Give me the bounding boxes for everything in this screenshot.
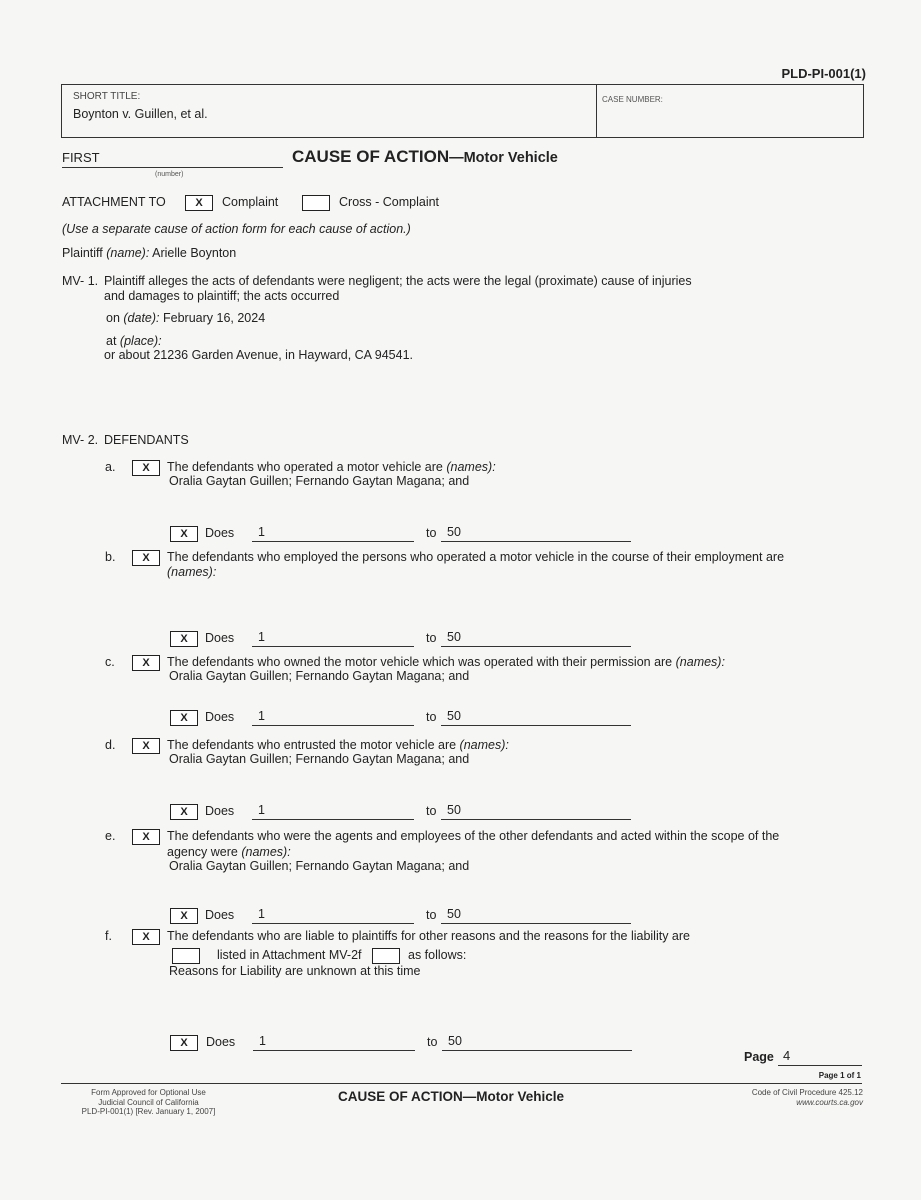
plaintiff-line — [62, 246, 236, 260]
mv2-item-b-to-label: to — [426, 631, 437, 645]
cross-complaint-checkbox[interactable] — [302, 195, 330, 211]
cross-complaint-label: Cross - Complaint — [339, 195, 440, 209]
short-title-value[interactable]: Boynton v. Guillen, et al. — [73, 107, 208, 121]
mv2-item-e-value[interactable]: Oralia Gaytan Guillen; Fernando Gaytan Magana; and — [169, 859, 470, 873]
caption-box — [61, 84, 864, 138]
attachment-label: ATTACHMENT TO — [62, 195, 166, 209]
mv2-item-d-value[interactable]: Oralia Gaytan Guillen; Fernando Gaytan Magana; and — [169, 752, 470, 766]
mv2-item-a-letter: a. — [105, 460, 116, 474]
mv2-item-f-follows-checkbox[interactable] — [372, 948, 400, 964]
mv2-item-b-does-checkbox[interactable]: X — [170, 631, 198, 647]
mv2-item-b-names-hint: (names): — [167, 565, 217, 579]
mv2-item-b-value[interactable] — [169, 580, 569, 594]
mv2-item-a-value[interactable]: Oralia Gaytan Guillen; Fernando Gaytan Magana; and — [169, 474, 470, 488]
mv1-date-hint: (date): — [123, 311, 160, 325]
footer-left — [61, 1088, 236, 1117]
page-number[interactable]: 4 — [783, 1048, 791, 1063]
mv2-item-c-does-to[interactable]: 50 — [447, 709, 461, 723]
case-number-label: CASE NUMBER: — [602, 95, 663, 104]
complaint-label: Complaint — [222, 195, 279, 209]
mv1-text-line2: and damages to plaintiff; the acts occurred — [104, 289, 340, 303]
mv1-date-line — [106, 311, 265, 325]
mv2-item-f-letter: f. — [105, 929, 112, 943]
mv2-item-d-does-label: Does — [205, 804, 235, 818]
cause-number-caption: (number) — [155, 171, 184, 178]
mv2-item-c-does-from[interactable]: 1 — [258, 709, 265, 723]
mv2-item-a-text: The defendants who operated a motor vehicle are — [167, 460, 443, 474]
mv2-item-d-text: The defendants who entrusted the motor vehicle are — [167, 738, 457, 752]
mv2-item-d-does-to[interactable]: 50 — [447, 803, 461, 817]
mv2-item-d-checkbox[interactable]: X — [132, 738, 160, 754]
mv2-item-f-does-label: Does — [206, 1035, 236, 1049]
footer-left-line3: PLD-PI-001(1) [Rev. January 1, 2007] — [81, 1107, 216, 1116]
mv2-item-c-value[interactable]: Oralia Gaytan Guillen; Fernando Gaytan Magana; and — [169, 669, 470, 683]
mv1-prefix: MV- 1. — [62, 274, 99, 288]
footer-right — [752, 1088, 863, 1108]
mv2-item-f-does-checkbox[interactable]: X — [170, 1035, 198, 1051]
mv2-item-b-letter: b. — [105, 550, 116, 564]
mv2-item-c-letter: c. — [105, 655, 115, 669]
footer-left-line1: Form Approved for Optional Use — [91, 1088, 206, 1097]
mv1-text-line1: Plaintiff alleges the acts of defendants were negligent; the acts were the legal (proximate) cause of injuries — [104, 274, 692, 288]
mv1-place-hint: (place): — [119, 334, 162, 348]
mv2-item-d-to-label: to — [426, 804, 437, 818]
mv2-item-e-letter: e. — [105, 829, 116, 843]
mv2-item-b-does-to[interactable]: 50 — [447, 630, 461, 644]
mv2-item-e-text2: agency were — [167, 845, 238, 859]
mv2-item-f-follows-label: as follows: — [408, 948, 467, 962]
mv1-place-label-line — [106, 334, 162, 348]
mv2-item-f-to-label: to — [427, 1035, 438, 1049]
mv2-item-f-value[interactable]: Reasons for Liability are unknown at this time — [169, 964, 421, 978]
mv2-prefix: MV- 2. — [62, 433, 99, 447]
page-title-sub: —Motor Vehicle — [449, 150, 558, 166]
mv2-item-e-does-checkbox[interactable]: X — [170, 908, 198, 924]
mv2-item-c-text: The defendants who owned the motor vehicle which was operated with their permission are — [167, 655, 673, 669]
mv2-item-d-text-line — [167, 738, 509, 752]
mv2-item-a-does-label: Does — [205, 526, 235, 540]
mv2-item-f-checkbox[interactable]: X — [132, 929, 160, 945]
mv2-item-f-does-to[interactable]: 50 — [448, 1034, 462, 1048]
mv2-item-e-does-to[interactable]: 50 — [447, 907, 461, 921]
footer-right-line2: www.courts.ca.gov — [796, 1098, 863, 1107]
case-number-field[interactable] — [602, 107, 857, 133]
mv2-item-c-text-line — [167, 655, 725, 669]
mv2-item-c-does-checkbox[interactable]: X — [170, 710, 198, 726]
page-title — [292, 147, 558, 167]
mv2-item-e-does-from[interactable]: 1 — [258, 907, 265, 921]
mv2-item-a-does-checkbox[interactable]: X — [170, 526, 198, 542]
mv2-item-a-does-from[interactable]: 1 — [258, 525, 265, 539]
mv2-item-a-does-to[interactable]: 50 — [447, 525, 461, 539]
footer-title: CAUSE OF ACTION—Motor Vehicle — [338, 1089, 565, 1104]
mv2-heading: DEFENDANTS — [104, 433, 189, 447]
instruction-text: (Use a separate cause of action form for each cause of action.) — [62, 222, 411, 236]
mv2-item-e-names-hint: (names): — [241, 845, 291, 859]
mv2-item-a-checkbox[interactable]: X — [132, 460, 160, 476]
mv2-item-b-does-from[interactable]: 1 — [258, 630, 265, 644]
footer-left-line2: Judicial Council of California — [98, 1097, 199, 1107]
mv2-item-c-checkbox[interactable]: X — [132, 655, 160, 671]
mv2-item-e-checkbox[interactable]: X — [132, 829, 160, 845]
complaint-checkbox[interactable]: X — [185, 195, 213, 211]
mv2-item-c-names-hint: (names): — [675, 655, 725, 669]
mv1-at-label: at — [106, 334, 117, 348]
footer-right-line1: Code of Civil Procedure 425.12 — [751, 1088, 863, 1097]
plaintiff-name-hint: (name): — [106, 246, 150, 260]
mv2-item-e-does-label: Does — [205, 908, 235, 922]
mv2-item-a-text-line — [167, 460, 496, 474]
mv1-date-value[interactable]: February 16, 2024 — [163, 311, 266, 325]
mv2-item-c-to-label: to — [426, 710, 437, 724]
mv2-item-e-text: The defendants who were the agents and employees of the other defendants and acted within the scope of the — [167, 829, 780, 843]
mv2-item-a-names-hint: (names): — [446, 460, 496, 474]
page-title-main: CAUSE OF ACTION — [292, 147, 450, 166]
mv2-item-a-to-label: to — [426, 526, 437, 540]
mv1-place-value[interactable]: or about 21236 Garden Avenue, in Hayward, CA 94541. — [104, 348, 414, 362]
mv2-item-f-text: The defendants who are liable to plaintiffs for other reasons and the reasons for the liability are — [167, 929, 690, 943]
mv2-item-d-does-from[interactable]: 1 — [258, 803, 265, 817]
mv1-on-label: on — [106, 311, 120, 325]
mv2-item-b-text: The defendants who employed the persons who operated a motor vehicle in the course of their employment are — [167, 550, 785, 564]
cause-number[interactable]: FIRST — [62, 150, 100, 165]
mv2-item-b-does-label: Does — [205, 631, 235, 645]
mv2-item-f-listed-checkbox[interactable] — [172, 948, 200, 964]
form-id: PLD-PI-001(1) — [781, 66, 866, 81]
page-of: Page 1 of 1 — [818, 1071, 861, 1080]
mv2-item-e-to-label: to — [426, 908, 437, 922]
mv2-item-d-letter: d. — [105, 738, 116, 752]
mv2-item-c-does-label: Does — [205, 710, 235, 724]
mv2-item-f-listed-label: listed in Attachment MV-2f — [217, 948, 362, 962]
mv2-item-d-does-checkbox[interactable]: X — [170, 804, 198, 820]
mv2-item-d-names-hint: (names): — [459, 738, 509, 752]
plaintiff-label: Plaintiff — [62, 246, 103, 260]
mv2-item-f-does-from[interactable]: 1 — [259, 1034, 266, 1048]
mv2-item-b-checkbox[interactable]: X — [132, 550, 160, 566]
mv2-item-e-text2-line — [167, 845, 291, 859]
short-title-label: SHORT TITLE: — [73, 91, 141, 102]
plaintiff-name-value[interactable]: Arielle Boynton — [152, 246, 237, 260]
page-label: Page — [744, 1050, 774, 1064]
